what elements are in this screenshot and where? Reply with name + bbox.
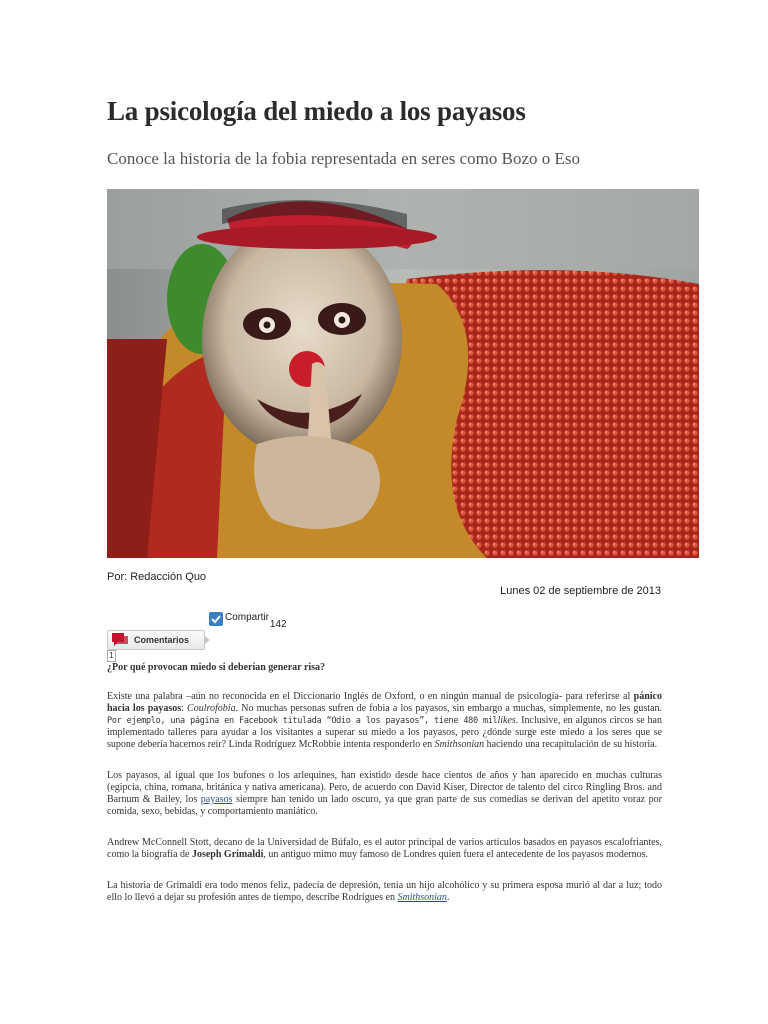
checkmark-icon xyxy=(209,612,223,626)
smithsonian-link[interactable]: Smithsonian xyxy=(397,892,447,903)
comments-button[interactable] xyxy=(107,630,205,650)
clown-photo xyxy=(107,189,699,558)
share-label: Compartir xyxy=(225,612,269,623)
p3-grimaldi: Joseph Grimaldi xyxy=(191,849,264,860)
p1-text-h: . Inclusive, en algunos circos se han implementado talleres para ayudar a los visitantes a superar su miedo a los payasos, pero ¿dónde surge este miedo a los seres que se supone debería hacernos reír? Linda Rodríguez McRobbie intenta responderlo en xyxy=(107,715,662,750)
p1-bold: pánico hacia los payasos xyxy=(107,691,662,714)
comments-label: Comentarios xyxy=(134,635,190,645)
p1-text-j: haciendo una recapitulación de su historia. xyxy=(484,739,658,750)
p1-likes: likes xyxy=(497,715,516,726)
comments-count: 1 xyxy=(107,650,116,662)
paragraph-1 xyxy=(107,691,662,751)
article-title: La psicología del miedo a los payasos xyxy=(107,96,526,126)
p4-text-a: La historia de Grimaldi era todo menos feliz, padecía de depresión, tenía un hijo alcohólico y su primera esposa murió al dar a luz; todo ello lo llevó a dejar su profesión antes de tiempo, describe Rodrígues en xyxy=(107,880,662,903)
article-subtitle: Conoce la historia de la fobia representada en seres como Bozo o Eso xyxy=(107,149,581,168)
p1-smithsonian: Smithsonian xyxy=(434,739,485,750)
p1-text-a: Existe una palabra –aún no reconocida en el Diccionario Inglés de Oxford, o en ningún manual de psicología- para referirse al xyxy=(107,691,634,702)
p2-text-b: siempre han tenido un lado oscuro, ya que gran parte de sus comedias se derivan del apetito voraz por comida, sexo, bebidas, y comportamiento maniático. xyxy=(107,794,662,817)
p4-text-b: . xyxy=(446,892,450,903)
article-body xyxy=(107,662,662,923)
byline: Por: Redacción Quo xyxy=(107,571,207,583)
share-button[interactable] xyxy=(209,612,287,630)
payasos-link[interactable]: payasos xyxy=(200,794,233,805)
p3-text-c: , un antiguo mimo muy famoso de Londres quien fuera el antecedente de los payasos modernos. xyxy=(263,849,648,860)
comments-arrow xyxy=(204,635,210,645)
paragraph-2 xyxy=(107,770,662,818)
article-question: ¿Por qué provocan miedo si deberían generar risa? xyxy=(107,662,326,673)
share-count: 142 xyxy=(269,619,287,630)
p2-text-a: Los payasos, al igual que los bufones o los arlequines, han existido desde hace cientos de años y han aparecido en muchas culturas (egipcia, china, romana, británica y nativa americana). Pero, de acuerdo con David Kiser, Director de talento del circo Ringling Bros. and Barnum & Bailey, los xyxy=(107,770,662,805)
paragraph-4 xyxy=(107,880,662,904)
p1-italic-term: Coulrofobia xyxy=(187,703,236,714)
p1-text-c: : xyxy=(181,703,188,714)
paragraph-3 xyxy=(107,837,662,861)
p1-text-e: . No muchas personas sufren de fobia a los payasos, sin embargo a muchas, simplemente, no les gustan. xyxy=(235,703,662,714)
p1-facebook-note: Por ejemplo, una página en Facebook titulada “Odio a los payasos”, tiene 480 mil xyxy=(107,716,498,726)
hero-image xyxy=(107,189,699,558)
p3-text-a: Andrew McConnell Stott, decano de la Universidad de Búfalo, es el autor principal de varios artículos basados en payasos escalofriantes, como la biografía de xyxy=(107,837,662,860)
speech-bubble-icon xyxy=(112,633,128,648)
publish-date: Lunes 02 de septiembre de 2013 xyxy=(500,585,661,597)
